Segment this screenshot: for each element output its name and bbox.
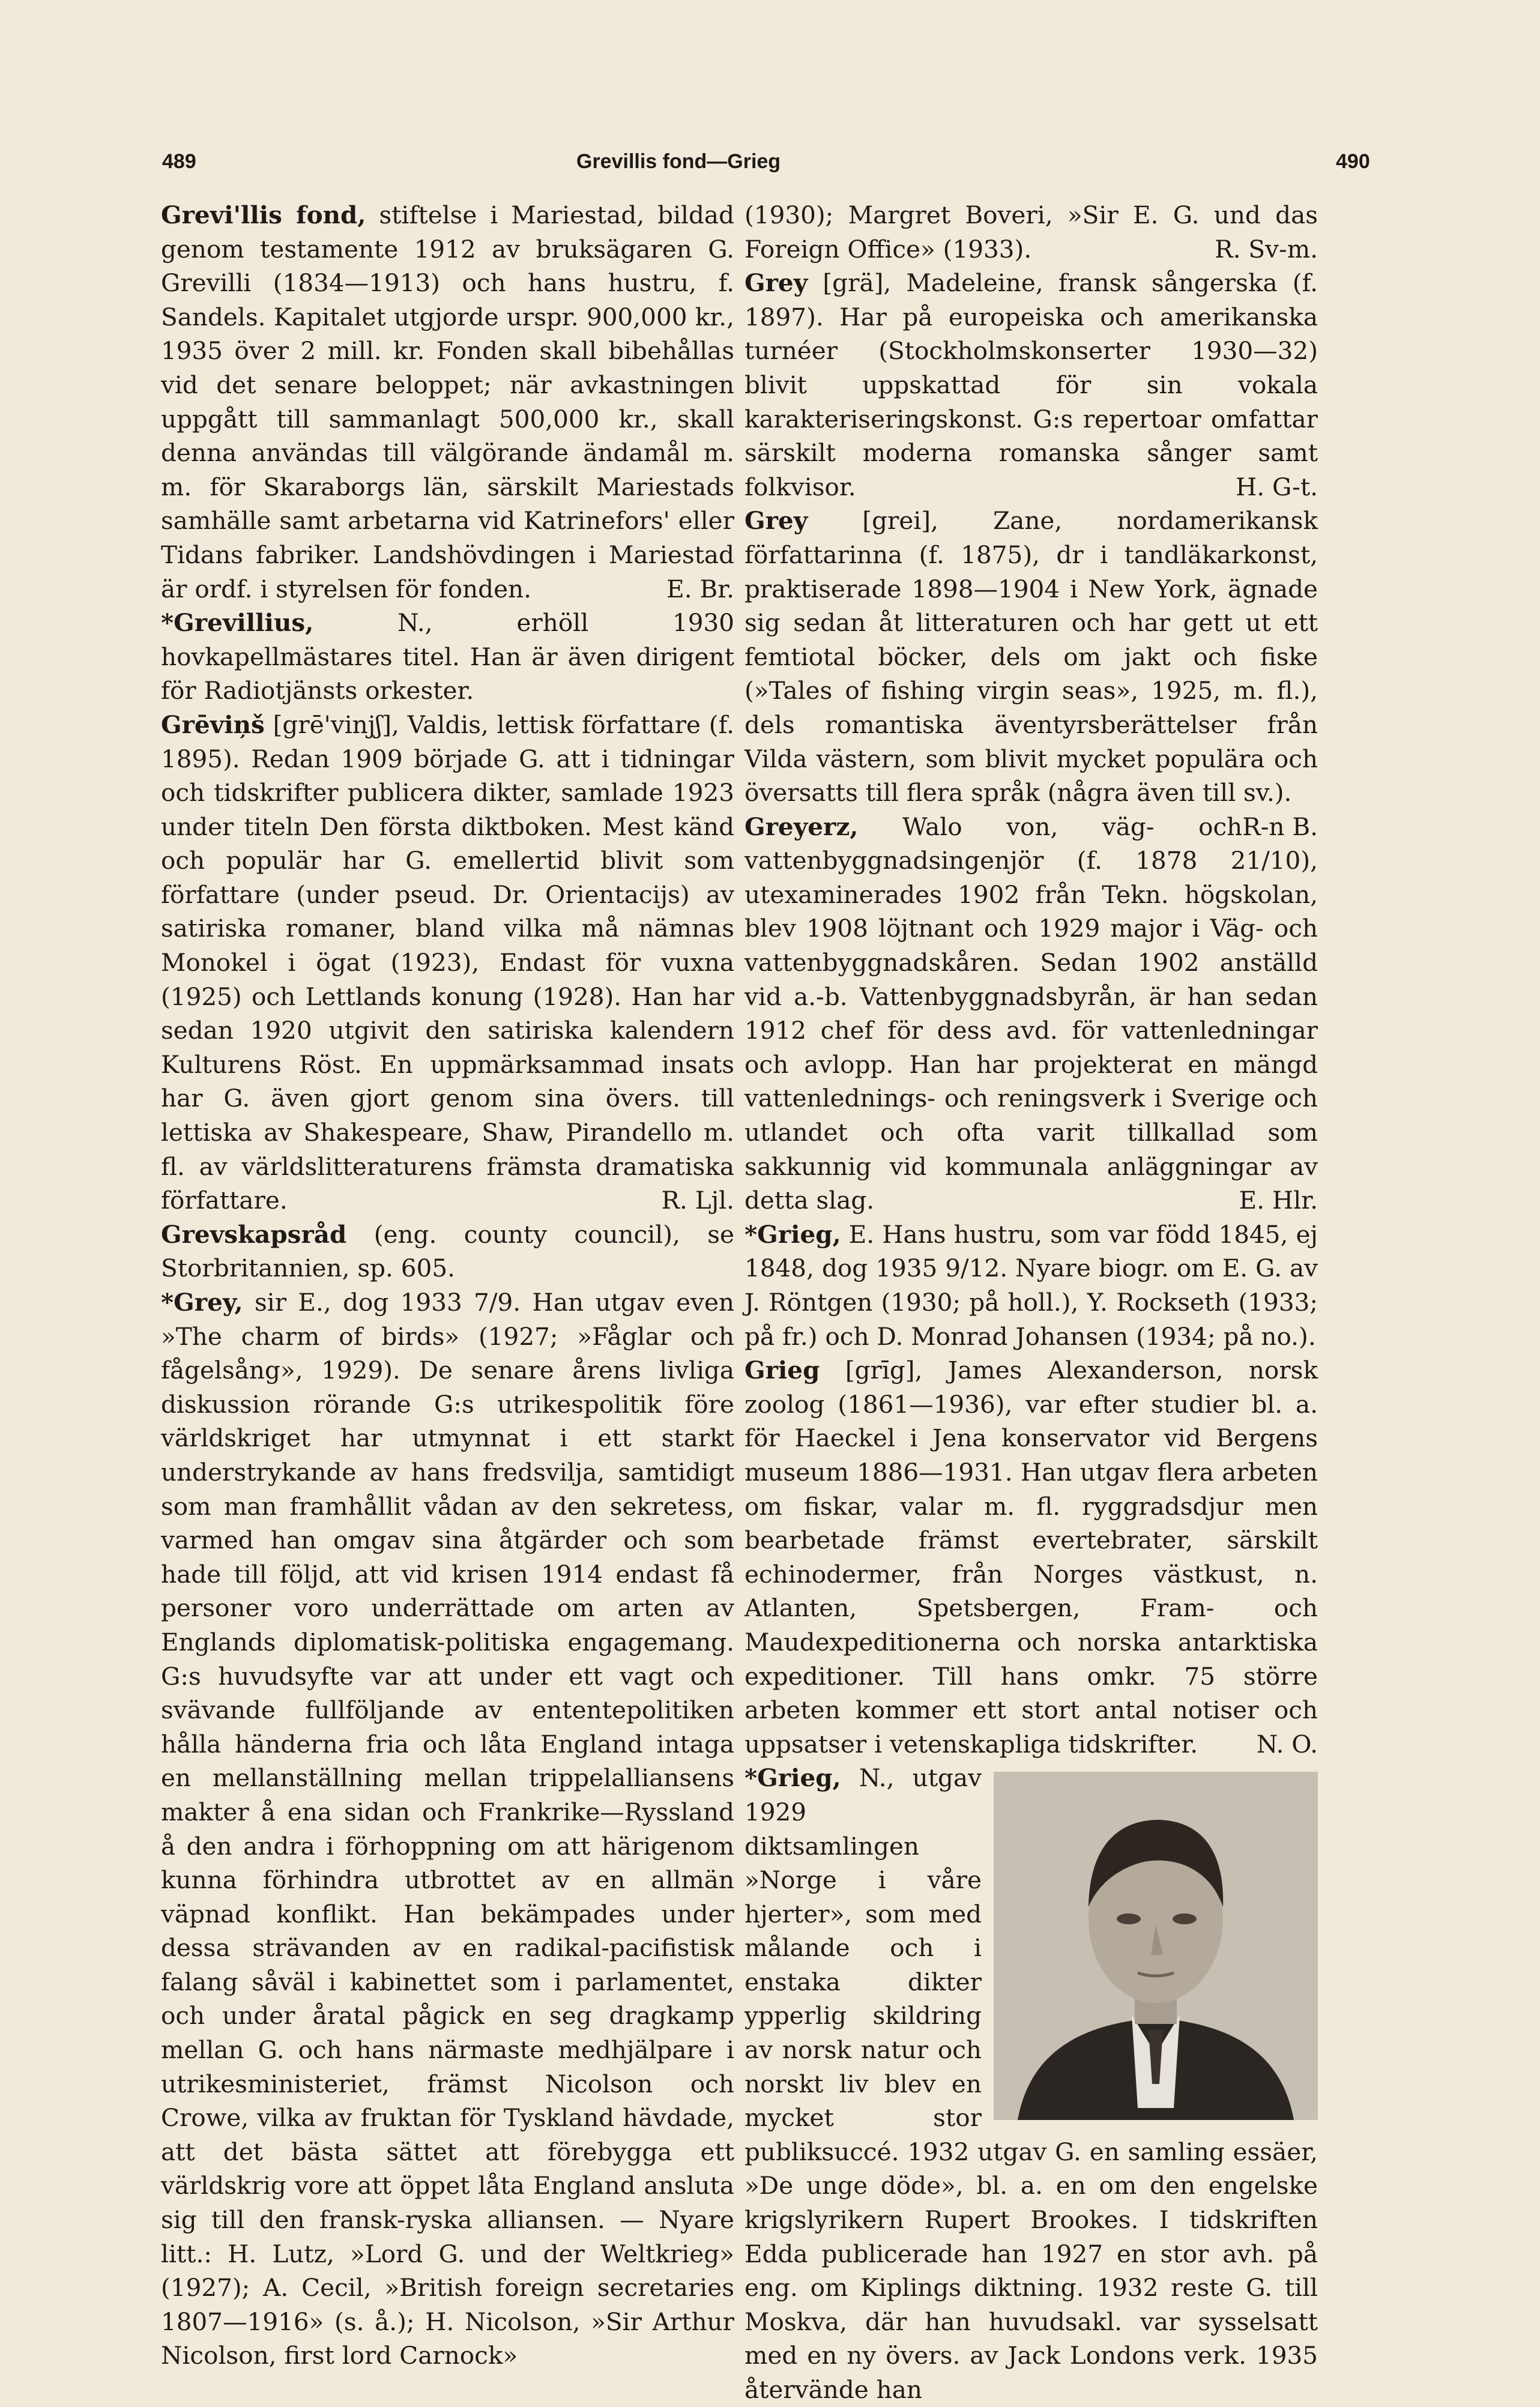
entry-grevillis-fond [161,198,734,606]
headword: Grey [744,268,808,298]
signature: R-n B. [1242,812,1318,841]
signature: N. O. [1256,1729,1318,1759]
entry-text: (1930); Margret Boveri, »Sir E. G. und das Foreign Office» (1933). [744,201,1318,264]
entry-text: [grīg], James Alexanderson, norsk zoolog (1861—1936), var efter studier bl. a. för Haeckel i Jena konservator vid Bergens museum 1886—1931. Han utgav flera arbeten om fiskar, valar m. fl. ryggradsdjur men bearbetade främst evertebrater, särskilt echinodermer, från Norges västkust, n. Atlanten, Spetsbergen, Fram- och Maudexpeditionerna och norska antarktiska expeditioner. Till hans omkr. 75 större arbeten kommer ett stort antal notiser och uppsatser i vetenskapliga tidskrifter. [744,1356,1318,1759]
signature: E. Hlr. [1239,1186,1318,1215]
left-column [161,198,734,2373]
entry-grieg-james [744,1353,1318,1761]
running-title: Grevillis fond—Grieg [576,150,781,173]
entry-grey-edward-continued [744,198,1318,266]
headword: *Grevillius, [161,608,314,638]
entry-text: E. Hans hustru, som var född 1845, ej 1848, dog 1935 9/12. Nyare biogr. om E. G. av J. Röntgen (1930; på holl.), Y. Rockseth (1933; på fr.) och D. Monrad Johansen (1934; på no.). [744,1219,1318,1351]
entry-grevins [161,708,734,1218]
entry-text: stiftelse i Mariestad, bildad genom testamente 1912 av bruksägaren G. Grevilli (1834—1913) och hans hustru, f. Sandels. Kapitalet utgjorde urspr. 900,000 kr., 1935 över 2 mill. kr. Fonden skall bibehållas vid det senare beloppet; när avkastningen uppgått till sammanlagt 500,000 kr., skall denna användas till välgörande ändamål m. m. för Skaraborgs län, särskilt Mariestads samhälle samt arbetarna vid Katrinefors' eller Tidans fabriker. Landshövdingen i Mariestad är ordf. i styrelsen för fonden. [161,201,734,603]
entry-grey-edward [161,1285,734,2373]
signature: E. Br. [666,574,734,603]
entry-text: [grä], Madeleine, fransk sångerska (f. 1897). Har på europeiska och amerikanska turnéer (Stockholmskonserter 1930—32) blivit uppskattad för sin vokala karakteriseringskonst. G:s repertoar omfattar särskilt moderna romanska sånger samt folkvisor. [744,268,1318,501]
entry-grey-madeleine [744,266,1318,504]
portrait-photo [994,1772,1318,2120]
entry-grevskapsrad [161,1218,734,1285]
headword: Grey [744,506,808,536]
signature: R. Sv-m. [1215,234,1318,264]
headword: *Grieg, [744,1763,841,1793]
entry-text: sir E., dog 1933 7/9. Han utgav even »The charm of birds» (1927; »Fåglar och fågelsång», 1929). De senare årens livliga diskussion rörande G:s utrikespolitik före världskriget har utmynnat i ett starkt understrykande av hans fredsvilja, samtidigt som man framhållit vådan av den sekretess, varmed han omgav sina åtgärder och som hade till följd, att vid krisen 1914 endast få personer voro underrättade om arten av Englands diplomatisk-politiska engagemang. G:s huvudsyfte var att under ett vagt och svävande fullföljande av ententepolitiken hålla händerna fria och låta England intaga en mellanställning mellan trippelalliansens makter å ena sidan och Frankrike—Ryssland å den andra i förhoppning om att härigenom kunna förhindra utbrottet av en allmän väpnad konflikt. Han bekämpades under dessa strävanden av en radikal-pacifistisk falang såväl i kabinettet som i parlamentet, och under åratal pågick en seg dragkamp mellan G. och hans närmaste medhjälpare i utrikesministeriet, främst Nicolson och Crowe, vilka av fruktan för Tyskland hävdade, att det bästa sättet att förebygga ett världskrig vore att öppet låta England ansluta sig till den fransk-ryska alliansen. — Nyare litt.: H. Lutz, »Lord G. und der Weltkrieg» (1927); A. Cecil, »British foreign secretaries 1807—1916» (s. å.); H. Nicolson, »Sir Arthur Nicolson, first lord Carnock» [161,1288,735,2370]
headword: Grevi'llis fond, [161,201,366,229]
right-column [744,198,1318,2407]
entry-text: [grē'vinjʃ], Valdis, lettisk författare (f. 1895). Redan 1909 började G. att i tidningar och tidskrifter publicera dikter, samlade 1923 under titeln Den första diktboken. Mest känd och populär har G. emellertid blivit som författare (under pseud. Dr. Orientacijs) av satiriska romaner, bland vilka må nämnas Monokel i ögat (1923), Endast för vuxna (1925) och Lettlands konung (1928). Han har sedan 1920 utgivit den satiriska kalendern Kulturens Röst. En uppmärksammad insats har G. även gjort genom sina övers. till lettiska av Shakespeare, Shaw, Pirandello m. fl. av världslitteraturens främsta dramatiska författare. [161,710,735,1215]
entry-greyerz [744,810,1318,1218]
headword: *Grey, [161,1288,243,1317]
headword: *Grieg, [744,1219,841,1249]
signature: H. G-t. [1235,472,1318,501]
page-number-right: 490 [1336,150,1370,173]
entry-text: N., erhöll 1930 hovkapellmästares titel. Han är även dirigent för Radiotjänsts orkester. [161,608,734,705]
headword: Grevskapsråd [161,1219,347,1249]
entry-text: (eng. county council), se Storbritannien, sp. 605. [161,1219,734,1283]
entry-text: [grei], Zane, nordamerikansk författarinna (f. 1875), dr i tandläkarkonst, praktiserade 1898—1904 i New York, ägnade sig sedan åt litteraturen och har gett ut ett femtiotal böcker, dels om jakt och fiske (»Tales of fishing virgin seas», 1925, m. fl.), dels romantiska äventyrsberättelser från Vilda västern, som blivit mycket populära och översatts till flera språk (några även till sv.). [744,506,1318,808]
entry-text: Walo von, väg- och vattenbyggnadsingenjör (f. 1878 21/10), utexaminerades 1902 från Tekn. högskolan, blev 1908 löjtnant och 1929 major i Väg- och vattenbyggnadskåren. Sedan 1902 anställd vid a.-b. Vattenbyggnadsbyrån, är han sedan 1912 chef för dess avd. för vattenledningar och avlopp. Han har projekterat en mängd vattenlednings- och reningsverk i Sverige och utlandet och ofta varit tillkallad som sakkunnig vid kommunala anläggningar av detta slag. [744,812,1318,1215]
headword: Greyerz, [744,812,859,841]
page-number-left: 489 [162,150,196,173]
entry-text: N., utgav 1929 diktsamlingen »Norge i våre hjerter», som med målande och i enstaka dikter ypperlig skildring av norsk natur och norskt liv blev en mycket stor publiksuccé. 1932 utgav G. en samling essäer, »De unge döde», bl. a. en om den engelske krigslyrikern Rupert Brookes. I tidskriften Edda publicerade han 1927 en stor avh. på eng. om Kiplings diktning. 1932 reste G. till Moskva, där han huvudsakl. var sysselsatt med en ny övers. av Jack Londons verk. 1935 återvände han [744,1763,1318,2404]
entry-grevillius [161,606,734,708]
headword: Grieg [744,1356,820,1385]
signature: R. Ljl. [661,1186,734,1215]
entry-grieg-edvard [744,1218,1318,1353]
headword: Grēviņš [161,710,265,739]
entry-grieg-nordahl [744,1761,1318,2406]
